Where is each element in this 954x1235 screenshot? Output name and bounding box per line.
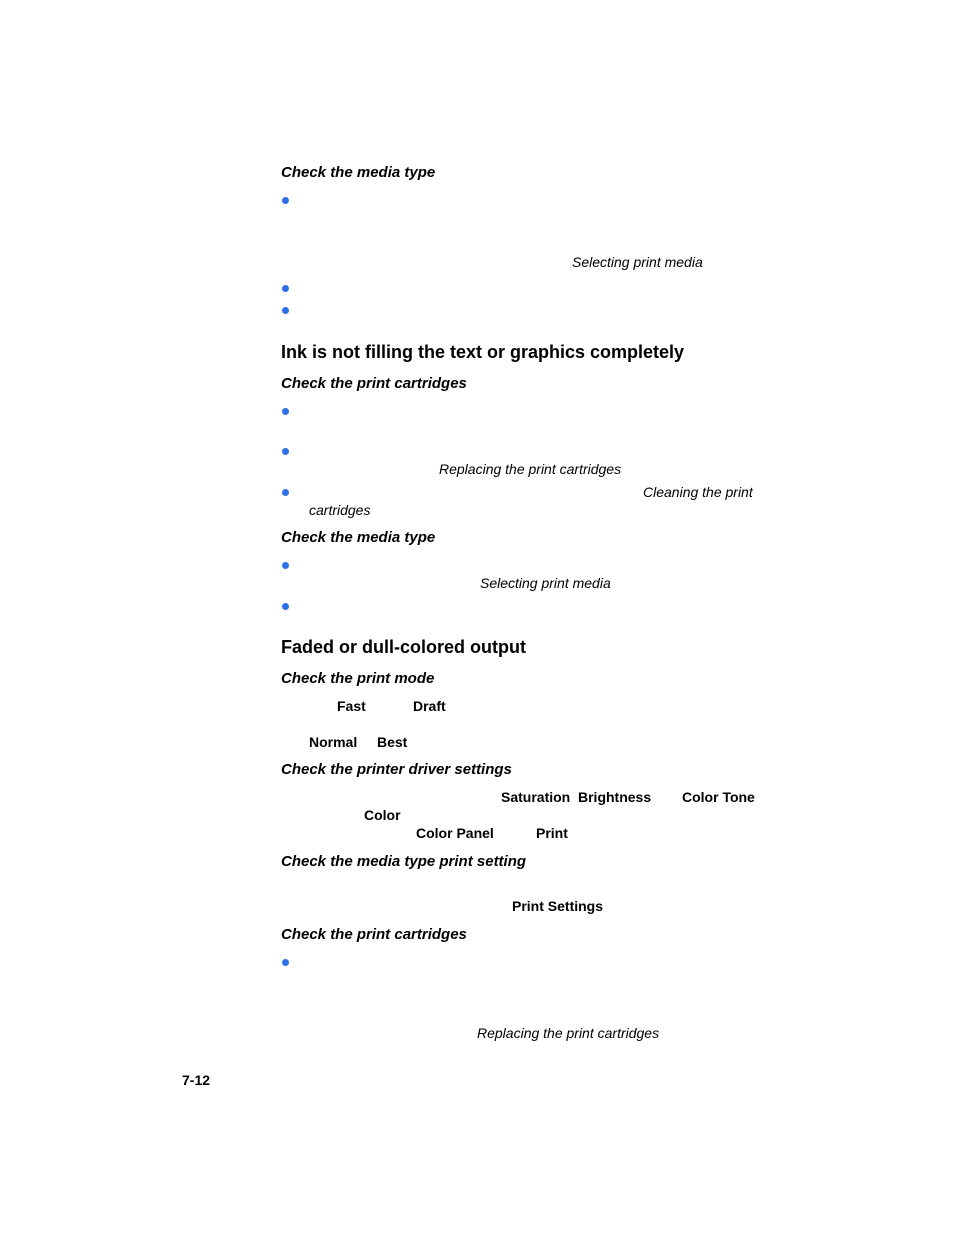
bullet-icon [282,603,289,610]
setting-brightness: Brightness [578,789,652,805]
cross-reference: Cleaning the print [643,484,753,500]
subheading-check-media-setting: Check the media type print setting [281,853,527,870]
setting-color: Color [364,807,401,823]
bullet-icon [282,408,289,415]
bullet-icon [282,307,289,314]
setting-saturation: Saturation [501,789,571,805]
cross-reference: Replacing the print cartridges [439,461,622,477]
setting-print-settings: Print Settings [512,898,604,914]
bullet-icon [282,562,289,569]
cross-reference: Replacing the print cartridges [477,1025,660,1041]
setting-print: Print [536,825,568,841]
subheading-check-print-cartridges: Check the print cartridges [281,375,467,392]
bullet-icon [282,448,289,455]
mode-draft: Draft [413,698,446,714]
bullet-icon [282,197,289,204]
section-heading-ink-not-filling: Ink is not filling the text or graphics completely [281,342,685,362]
setting-color-panel: Color Panel [416,825,494,841]
subheading-check-print-mode: Check the print mode [281,670,435,687]
bullet-icon [282,285,289,292]
cross-reference: Selecting print media [572,254,703,270]
mode-fast: Fast [337,698,366,714]
bullet-icon [282,959,289,966]
page-number: 7-12 [182,1072,211,1088]
bullet-icon [282,489,289,496]
subheading-check-media-type: Check the media type [281,529,436,546]
cross-reference-continued: cartridges [309,502,371,518]
subheading-check-print-cartridges: Check the print cartridges [281,926,467,943]
setting-color-tone: Color Tone [682,789,755,805]
cross-reference: Selecting print media [480,575,611,591]
subheading-check-driver-settings: Check the printer driver settings [281,761,512,778]
subheading-check-media-type: Check the media type [281,164,436,181]
mode-normal: Normal [309,734,358,750]
section-heading-faded-output: Faded or dull-colored output [281,637,526,657]
mode-best: Best [377,734,408,750]
